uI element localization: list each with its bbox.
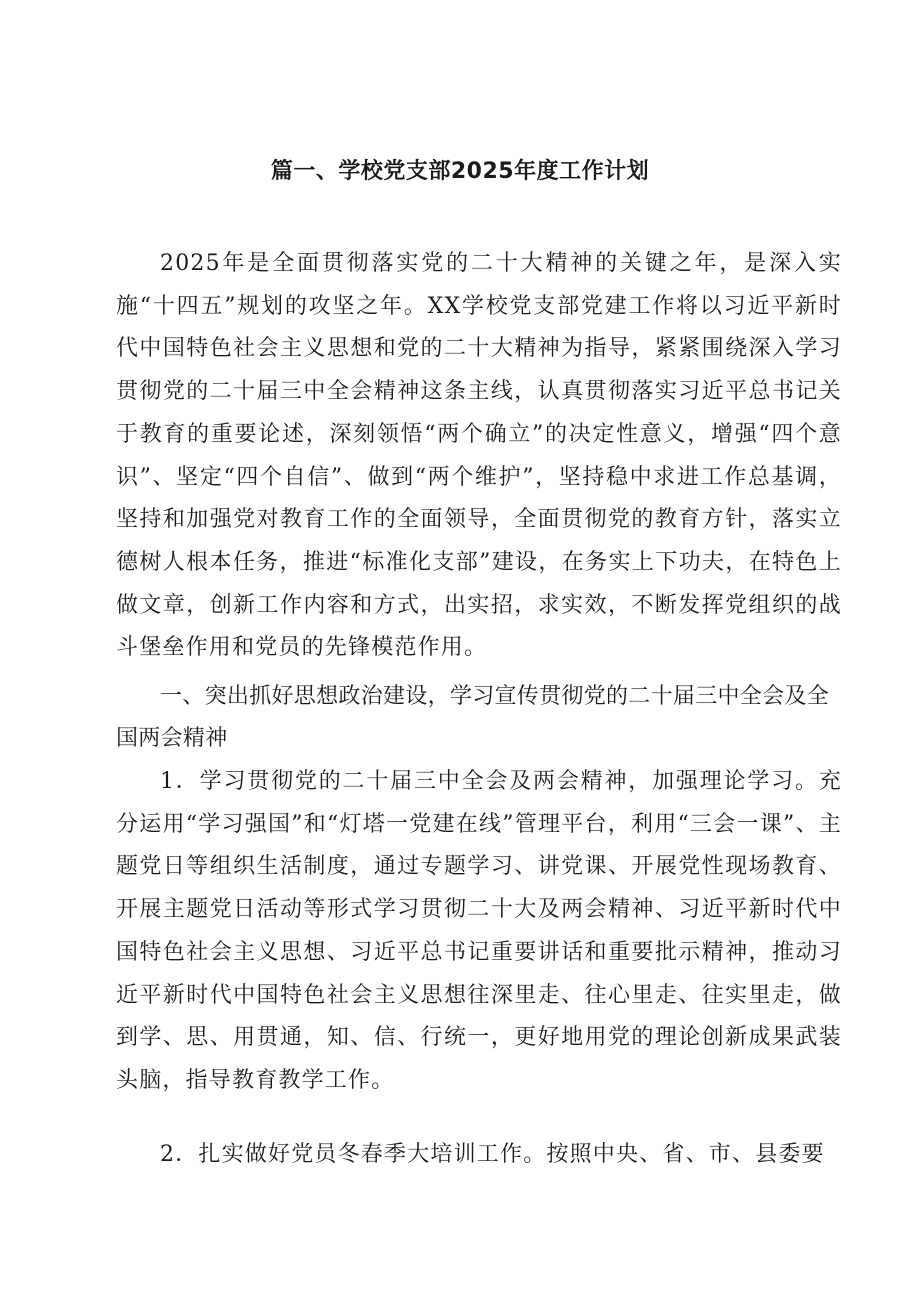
section-1-item-2: 2．扎实做好党员冬春季大培训工作。按照中央、省、市、县委要 <box>160 1142 825 1167</box>
intro-paragraph: 2025年是全面贯彻落实党的二十大精神的关键之年，是深入实施“十四五”规划的攻坚之年。XX学校党支部党建工作将以习近平新时代中国特色社会主义思想和党的二十大精神为指导，紧紧围绕深入学习贯彻党的二十届三中全会精神这条主线，认真贯彻落实习近平总书记关于教育的重要论述，深刻领悟“两个确立”的决定性意义，增强“四个意识”、坚定“四个自信”、做到“两个维护”，坚持稳中求进工作总基调，坚持和加强党对教育工作的全面领导，全面贯彻党的教育方针，落实立德树人根本任务，推进“标准化支部”建设，在务实上下功夫，在特色上做文章，创新工作内容和方式，出实招，求实效，不断发挥党组织的战斗堡垒作用和党员的先锋模范作用。 <box>116 251 842 661</box>
section-heading-1: 一、突出抓好思想政治建设，学习宣传贯彻党的二十届三中全会及全国两会精神 <box>116 684 830 751</box>
section-1-item-1: 1．学习贯彻党的二十届三中全会及两会精神，加强理论学习。充分运用“学习强国”和“灯塔一党建在线”管理平台，利用“三会一课”、主题党日等组织生活制度，通过专题学习、讲党课、开展党性现场教育、开展主题党日活动等形式学习贯彻二十大及两会精神、习近平新时代中国特色社会主义思想、习近平总书记重要讲话和重要批示精神，推动习近平新时代中国特色社会主义思想往深里走、往心里走、往实里走，做到学、思、用贯通，知、信、行统一，更好地用党的理论创新成果武装头脑，指导教育教学工作。 <box>116 769 842 1093</box>
document-title: 篇一、学校党支部2025年度工作计划 <box>270 159 650 184</box>
